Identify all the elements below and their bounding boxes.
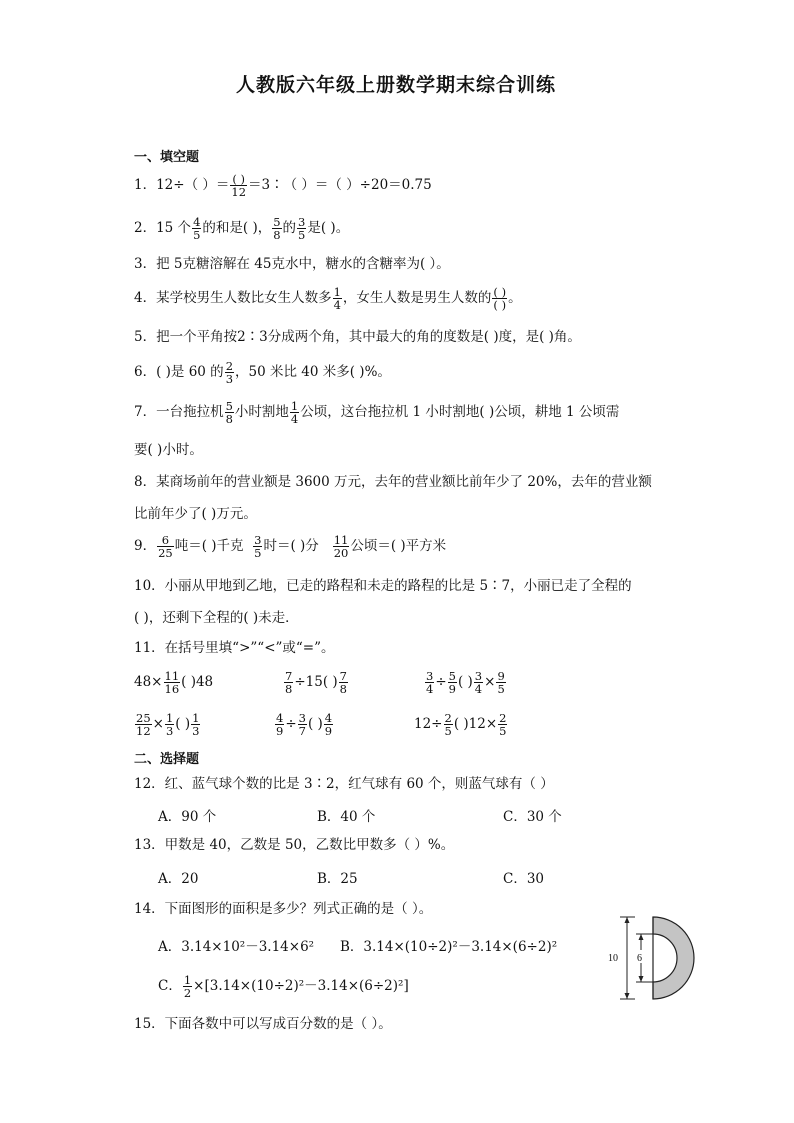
question-11: 11．在括号里填“>”“<”或“=”。 bbox=[134, 640, 335, 656]
question-9: 9． $\frac{6}{25}$ 吨＝( )千克 $\frac{3}{5}$ 时＝( )分 $\frac{11}{20}$ 公顷＝( )平方米 bbox=[134, 533, 447, 560]
fraction: $\frac{4}{5}$ bbox=[193, 215, 201, 242]
fraction: $\frac{5}{9}$ bbox=[448, 669, 456, 696]
page-title: 人教版六年级上册数学期末综合训练 bbox=[236, 74, 557, 96]
fraction: $\frac{( )}{12}$ bbox=[231, 172, 247, 199]
compare-item: $\frac{25}{12}$ × $\frac{1}{3}$ ( ) $\frac{1}{3}$ bbox=[136, 711, 200, 738]
compare-item: 48× $\frac{11}{16}$ ( )48 bbox=[134, 669, 214, 696]
fraction: $\frac{( )}{( )}$ bbox=[493, 285, 507, 312]
section-fill-blank: 一、填空题 bbox=[134, 150, 200, 165]
option-b[interactable]: B．3.14×(10÷2)²－3.14×(6÷2)² bbox=[340, 939, 558, 955]
compare-item: 12÷ $\frac{2}{5}$ ( )12× $\frac{2}{5}$ bbox=[414, 711, 507, 738]
fraction: $\frac{5}{8}$ bbox=[225, 399, 233, 426]
question-7-line-2: 要( )小时。 bbox=[134, 442, 203, 458]
question-1: 1．12÷（ ）＝ $\frac{( )}{12}$ ＝3∶（ ）＝（ ）÷20＝0.75 bbox=[134, 172, 432, 199]
question-8: 8．某商场前年的营业额是 3600 万元，去年的营业额比前年少了 20%，去年的营业额 bbox=[134, 474, 652, 490]
question-10: 10．小丽从甲地到乙地，已走的路程和未走的路程的比是 5∶7，小丽已走了全程的 bbox=[134, 578, 632, 594]
half-ring-figure bbox=[605, 912, 700, 1002]
question-4: 4．某学校男生人数比女生人数多 $\frac{1}{4}$ ，女生人数是男生人数的 $\frac{( )}{( )}$ 。 bbox=[134, 285, 522, 312]
fraction: $\frac{3}{5}$ bbox=[254, 533, 262, 560]
question-5: 5．把一个平角按2∶3分成两个角，其中最大的角的度数是( )度，是( )角。 bbox=[134, 329, 581, 345]
question-12: 12．红、蓝气球个数的比是 3∶2，红气球有 60 个，则蓝气球有（ ） bbox=[134, 776, 554, 792]
fraction: $\frac{3}{7}$ bbox=[298, 711, 306, 738]
option-c[interactable]: C． $\frac{1}{2}$ ×[3.14×(10÷2)²－3.14×(6÷2)²] bbox=[158, 973, 409, 1000]
fraction: $\frac{3}{5}$ bbox=[298, 215, 306, 242]
fraction: $\frac{9}{5}$ bbox=[497, 669, 505, 696]
fraction: $\frac{1}{4}$ bbox=[333, 285, 341, 312]
fraction: $\frac{2}{5}$ bbox=[444, 711, 452, 738]
option-a[interactable]: A．3.14×10²－3.14×6² bbox=[158, 939, 315, 955]
question-6: 6．( )是 60 的 $\frac{2}{3}$ ，50 米比 40 米多( )%。 bbox=[134, 359, 391, 386]
question-15: 15．下面各数中可以写成百分数的是（ ）。 bbox=[134, 1016, 392, 1032]
fraction: $\frac{25}{12}$ bbox=[136, 711, 151, 738]
fraction: $\frac{5}{8}$ bbox=[273, 215, 281, 242]
option-a[interactable]: A．90 个 bbox=[158, 809, 217, 825]
section-multiple-choice: 二、选择题 bbox=[134, 752, 200, 767]
option-a[interactable]: A．20 bbox=[158, 871, 199, 887]
fraction: $\frac{7}{8}$ bbox=[339, 669, 347, 696]
fraction: $\frac{1}{4}$ bbox=[290, 399, 299, 426]
compare-item: $\frac{3}{4}$ ÷ $\frac{5}{9}$ ( ) $\frac{3}{4}$ × $\frac{9}{5}$ bbox=[426, 669, 505, 696]
option-b[interactable]: B．25 bbox=[317, 871, 358, 887]
option-c[interactable]: C．30 bbox=[503, 871, 545, 887]
question-2: 2．15 个 $\frac{4}{5}$ 的和是( )， $\frac{5}{8}$ 的 $\frac{3}{5}$ 是( )。 bbox=[134, 215, 350, 242]
question-7: 7．一台拖拉机 $\frac{5}{8}$ 小时割地 $\frac{1}{4}$ 公顷，这台拖拉机 1 小时割地( )公顷，耕地 1 公顷需 bbox=[134, 399, 620, 426]
fraction: $\frac{2}{5}$ bbox=[499, 711, 507, 738]
question-10-line-2: ( )，还剩下全程的( )未走． bbox=[134, 610, 299, 626]
question-14: 14．下面图形的面积是多少？列式正确的是（ ）。 bbox=[134, 901, 433, 917]
fraction: $\frac{3}{4}$ bbox=[426, 669, 434, 696]
fraction: $\frac{4}{9}$ bbox=[276, 711, 284, 738]
question-3: 3．把 5克糖溶解在 45克水中，糖水的含糖率为( ）。 bbox=[134, 256, 450, 272]
fraction: $\frac{3}{4}$ bbox=[474, 669, 483, 696]
fraction: $\frac{11}{16}$ bbox=[164, 669, 180, 696]
inner-diameter-label: 6 bbox=[637, 953, 642, 964]
fraction: $\frac{11}{20}$ bbox=[333, 533, 349, 560]
fraction: $\frac{6}{25}$ bbox=[158, 533, 173, 560]
fraction: $\frac{4}{9}$ bbox=[324, 711, 333, 738]
question-8-line-2: 比前年少了( )万元。 bbox=[134, 506, 257, 522]
fraction: $\frac{1}{2}$ bbox=[183, 973, 192, 1000]
question-13: 13．甲数是 40，乙数是 50，乙数比甲数多（ ）%。 bbox=[134, 837, 455, 853]
fraction: $\frac{1}{3}$ bbox=[165, 711, 174, 738]
fraction: $\frac{7}{8}$ bbox=[285, 669, 293, 696]
fraction: $\frac{1}{3}$ bbox=[192, 711, 200, 738]
fraction: $\frac{2}{3}$ bbox=[225, 359, 234, 386]
option-c[interactable]: C．30 个 bbox=[503, 809, 562, 825]
compare-item: $\frac{4}{9}$ ÷ $\frac{3}{7}$ ( ) $\frac{4}{9}$ bbox=[276, 711, 333, 738]
compare-item: $\frac{7}{8}$ ÷15( ) $\frac{7}{8}$ bbox=[285, 669, 347, 696]
outer-diameter-label: 10 bbox=[608, 953, 618, 964]
option-b[interactable]: B．40 个 bbox=[317, 809, 376, 825]
